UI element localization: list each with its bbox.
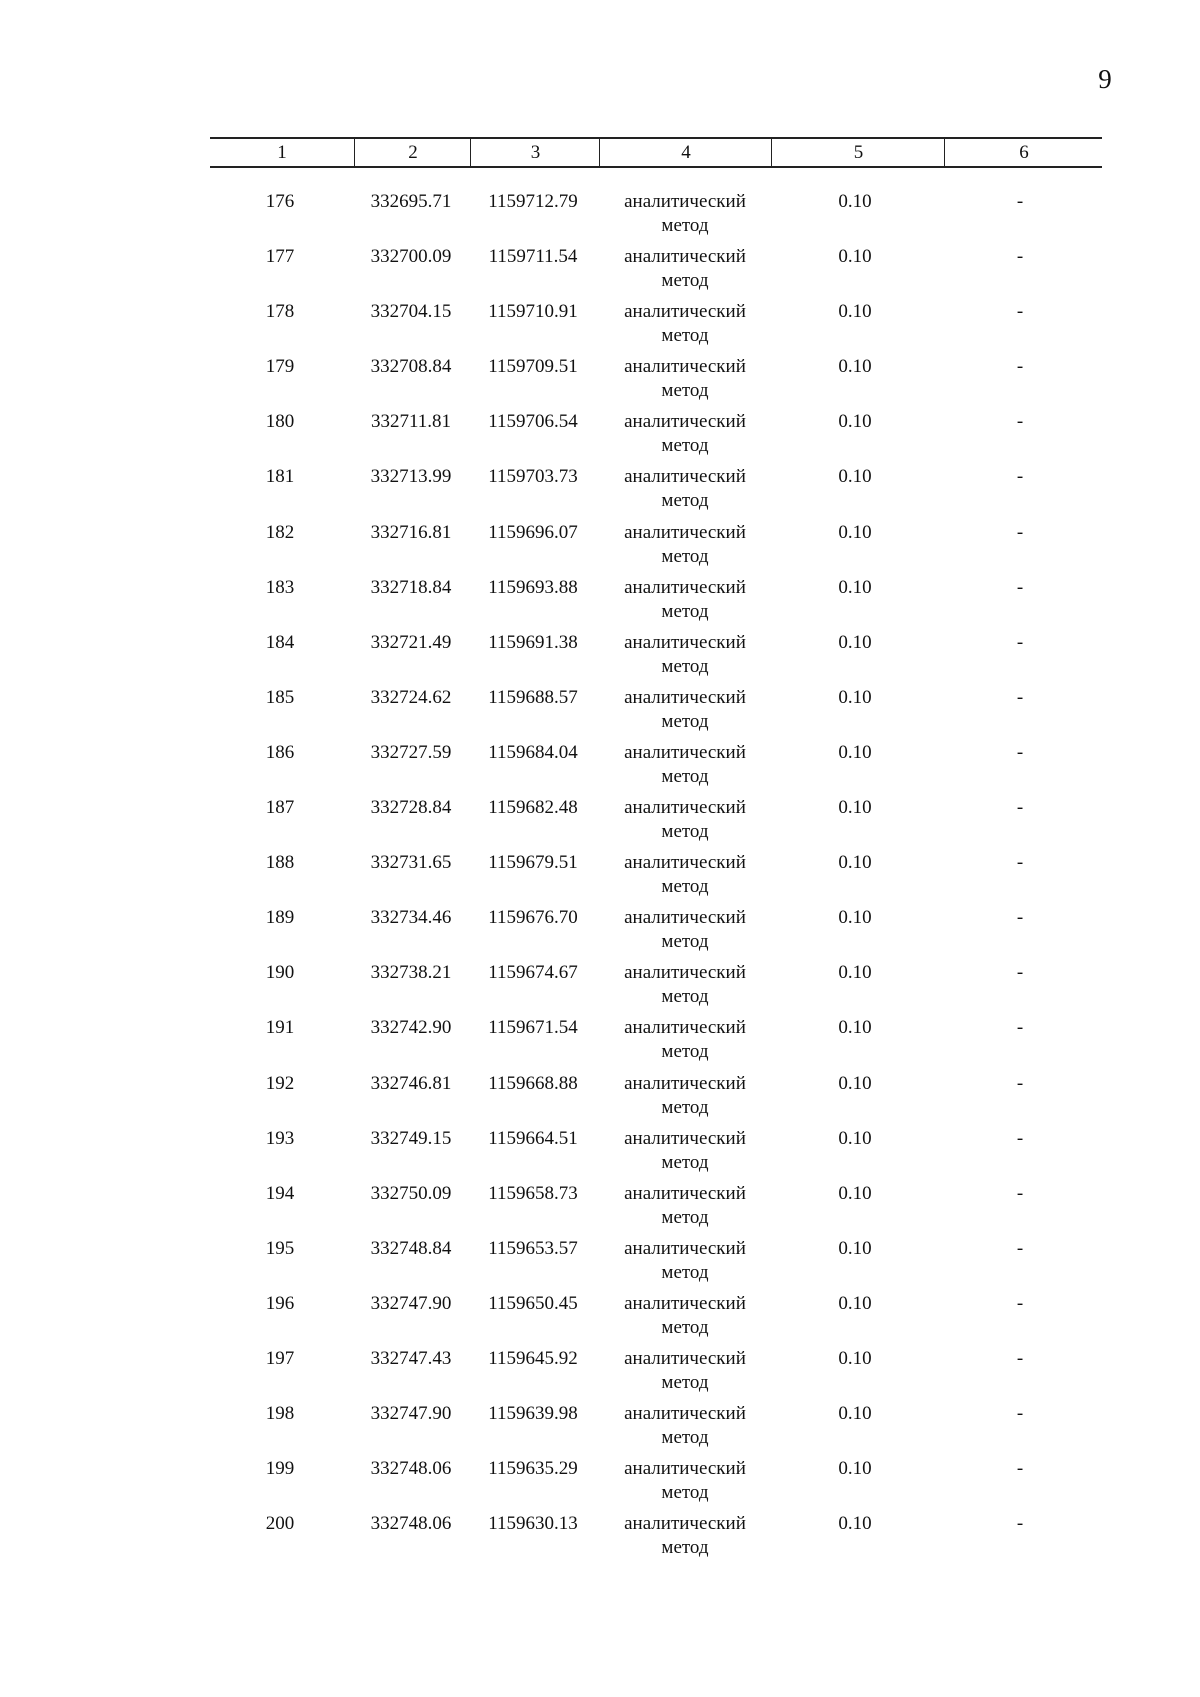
coordinate-y: 1159688.57 [488, 686, 578, 708]
method-line-2: метод [661, 380, 709, 402]
table-row [0, 1512, 1200, 1567]
method-line-2: метод [661, 270, 709, 292]
coordinate-x: 332711.81 [370, 411, 452, 433]
accuracy-value: 0.10 [838, 1292, 872, 1314]
method-line-1: аналитический [624, 907, 746, 929]
method-line-1: аналитический [624, 741, 746, 763]
point-number: 197 [265, 1347, 295, 1369]
point-number: 176 [265, 191, 295, 212]
coordinate-y: 1159653.57 [488, 1237, 578, 1259]
coordinate-x: 332749.15 [370, 1127, 452, 1149]
accuracy-value: 0.10 [838, 1072, 872, 1094]
coordinate-x: 332742.90 [370, 1017, 452, 1039]
point-number: 186 [265, 741, 295, 763]
table-row [0, 796, 1200, 851]
method-line-1: аналитический [624, 246, 746, 268]
method-line-1: аналитический [624, 1458, 746, 1480]
method-line-2: метод [661, 876, 709, 898]
point-number: 184 [265, 631, 295, 653]
notes-dash: - [1016, 741, 1024, 763]
method-line-1: аналитический [624, 962, 746, 984]
table-row [0, 686, 1200, 741]
point-number: 193 [265, 1127, 295, 1149]
table-column-header-row [210, 137, 1102, 168]
coordinate-y: 1159706.54 [488, 411, 578, 433]
coordinate-y: 1159658.73 [488, 1182, 578, 1204]
coordinate-y: 1159684.04 [488, 741, 578, 763]
coordinate-y: 1159711.54 [488, 246, 578, 268]
coordinate-y: 1159703.73 [488, 466, 578, 488]
method-line-2: метод [661, 1427, 709, 1449]
coordinate-x: 332734.46 [370, 907, 452, 929]
table-row [0, 245, 1200, 300]
coordinate-y: 1159645.92 [488, 1347, 578, 1369]
accuracy-value: 0.10 [838, 301, 872, 323]
point-number: 182 [265, 521, 295, 543]
method-line-2: метод [661, 765, 709, 787]
table-row [0, 906, 1200, 961]
method-line-1: аналитический [624, 301, 746, 323]
notes-dash: - [1016, 191, 1024, 212]
method-line-2: метод [661, 600, 709, 622]
notes-dash: - [1016, 576, 1024, 598]
point-number: 191 [265, 1017, 295, 1039]
notes-dash: - [1016, 907, 1024, 929]
notes-dash: - [1016, 1017, 1024, 1039]
notes-dash: - [1016, 466, 1024, 488]
method-line-1: аналитический [624, 1513, 746, 1535]
table-row [0, 190, 1200, 245]
table-row [0, 1292, 1200, 1347]
point-number: 195 [265, 1237, 295, 1259]
method-line-2: метод [661, 1371, 709, 1393]
coordinate-x: 332747.90 [370, 1292, 452, 1314]
page-number: 9 [1098, 64, 1112, 94]
accuracy-value: 0.10 [838, 466, 872, 488]
coordinate-x: 332704.15 [370, 301, 452, 323]
coordinate-y: 1159710.91 [488, 301, 578, 323]
coordinate-x: 332750.09 [370, 1182, 452, 1204]
method-line-1: аналитический [624, 1237, 746, 1259]
accuracy-value: 0.10 [838, 741, 872, 763]
point-number: 178 [265, 301, 295, 323]
coordinate-x: 332748.06 [370, 1458, 452, 1480]
accuracy-value: 0.10 [838, 1237, 872, 1259]
accuracy-value: 0.10 [838, 1347, 872, 1369]
accuracy-value: 0.10 [838, 1513, 872, 1535]
point-number: 183 [265, 576, 295, 598]
notes-dash: - [1016, 301, 1024, 323]
coordinate-x: 332695.71 [370, 191, 452, 212]
coordinate-y: 1159639.98 [488, 1403, 578, 1425]
notes-dash: - [1016, 1403, 1024, 1425]
table-row [0, 465, 1200, 520]
coordinate-y: 1159693.88 [488, 576, 578, 598]
coordinate-x: 332746.81 [370, 1072, 452, 1094]
method-line-2: метод [661, 1261, 709, 1283]
coordinate-y: 1159674.67 [488, 962, 578, 984]
table-row [0, 1016, 1200, 1071]
coordinate-x: 332713.99 [370, 466, 452, 488]
coordinate-y: 1159630.13 [488, 1513, 578, 1535]
notes-dash: - [1016, 962, 1024, 984]
notes-dash: - [1016, 521, 1024, 543]
accuracy-value: 0.10 [838, 1017, 872, 1039]
method-line-2: метод [661, 545, 709, 567]
notes-dash: - [1016, 411, 1024, 433]
method-line-2: метод [661, 710, 709, 732]
method-line-1: аналитический [624, 191, 746, 212]
coordinate-x: 332721.49 [370, 631, 452, 653]
coordinate-x: 332708.84 [370, 356, 452, 378]
accuracy-value: 0.10 [838, 631, 872, 653]
method-line-1: аналитический [624, 1127, 746, 1149]
point-number: 194 [265, 1182, 295, 1204]
notes-dash: - [1016, 686, 1024, 708]
point-number: 187 [265, 797, 295, 819]
method-line-1: аналитический [624, 686, 746, 708]
table-row [0, 410, 1200, 465]
accuracy-value: 0.10 [838, 191, 872, 212]
table-row [0, 576, 1200, 631]
method-line-2: метод [661, 821, 709, 843]
coordinate-x: 332716.81 [370, 521, 452, 543]
accuracy-value: 0.10 [838, 1403, 872, 1425]
method-line-2: метод [661, 1537, 709, 1559]
point-number: 179 [265, 356, 295, 378]
method-line-2: метод [661, 931, 709, 953]
point-number: 196 [265, 1292, 295, 1314]
column-header-6: 6 [944, 139, 1103, 166]
method-line-1: аналитический [624, 576, 746, 598]
column-header-2: 2 [354, 139, 471, 166]
notes-dash: - [1016, 852, 1024, 874]
method-line-2: метод [661, 1206, 709, 1228]
point-number: 177 [265, 246, 295, 268]
method-line-1: аналитический [624, 1403, 746, 1425]
coordinate-x: 332731.65 [370, 852, 452, 874]
accuracy-value: 0.10 [838, 1182, 872, 1204]
coordinate-x: 332748.06 [370, 1513, 452, 1535]
table-row [0, 1402, 1200, 1457]
accuracy-value: 0.10 [838, 1458, 872, 1480]
method-line-1: аналитический [624, 466, 746, 488]
accuracy-value: 0.10 [838, 411, 872, 433]
coordinate-y: 1159682.48 [488, 797, 578, 819]
accuracy-value: 0.10 [838, 246, 872, 268]
notes-dash: - [1016, 797, 1024, 819]
point-number: 192 [265, 1072, 295, 1094]
notes-dash: - [1016, 1292, 1024, 1314]
method-line-2: метод [661, 1316, 709, 1338]
notes-dash: - [1016, 1237, 1024, 1259]
table-row [0, 851, 1200, 906]
table-row [0, 1347, 1200, 1402]
method-line-2: метод [661, 325, 709, 347]
method-line-1: аналитический [624, 797, 746, 819]
method-line-2: метод [661, 655, 709, 677]
method-line-1: аналитический [624, 356, 746, 378]
table-row [0, 521, 1200, 576]
accuracy-value: 0.10 [838, 907, 872, 929]
table-row [0, 961, 1200, 1016]
table-row [0, 1072, 1200, 1127]
column-header-3: 3 [470, 139, 600, 166]
notes-dash: - [1016, 1513, 1024, 1535]
table-row [0, 741, 1200, 796]
notes-dash: - [1016, 1182, 1024, 1204]
notes-dash: - [1016, 1072, 1024, 1094]
coordinate-y: 1159696.07 [488, 521, 578, 543]
method-line-1: аналитический [624, 521, 746, 543]
notes-dash: - [1016, 1127, 1024, 1149]
method-line-2: метод [661, 490, 709, 512]
coordinate-y: 1159664.51 [488, 1127, 578, 1149]
table-row [0, 1237, 1200, 1292]
point-number: 198 [265, 1403, 295, 1425]
accuracy-value: 0.10 [838, 521, 872, 543]
method-line-1: аналитический [624, 1292, 746, 1314]
coordinate-x: 332747.43 [370, 1347, 452, 1369]
point-number: 199 [265, 1458, 295, 1480]
column-header-4: 4 [599, 139, 772, 166]
notes-dash: - [1016, 631, 1024, 653]
method-line-1: аналитический [624, 631, 746, 653]
accuracy-value: 0.10 [838, 797, 872, 819]
method-line-2: метод [661, 435, 709, 457]
point-number: 180 [265, 411, 295, 433]
coordinate-y: 1159712.79 [488, 191, 578, 212]
method-line-1: аналитический [624, 411, 746, 433]
coordinate-y: 1159668.88 [488, 1072, 578, 1094]
coordinate-y: 1159650.45 [488, 1292, 578, 1314]
coordinate-x: 332748.84 [370, 1237, 452, 1259]
accuracy-value: 0.10 [838, 852, 872, 874]
point-number: 190 [265, 962, 295, 984]
coordinate-x: 332724.62 [370, 686, 452, 708]
notes-dash: - [1016, 356, 1024, 378]
coordinate-y: 1159679.51 [488, 852, 578, 874]
coordinate-x: 332728.84 [370, 797, 452, 819]
point-number: 188 [265, 852, 295, 874]
accuracy-value: 0.10 [838, 356, 872, 378]
coordinate-y: 1159709.51 [488, 356, 578, 378]
coordinate-x: 332747.90 [370, 1403, 452, 1425]
coordinate-y: 1159671.54 [488, 1017, 578, 1039]
coordinate-y: 1159691.38 [488, 631, 578, 653]
table-row [0, 1182, 1200, 1237]
coordinate-x: 332738.21 [370, 962, 452, 984]
table-row [0, 1457, 1200, 1512]
coordinate-x: 332727.59 [370, 741, 452, 763]
method-line-2: метод [661, 215, 709, 236]
column-header-1: 1 [277, 142, 287, 163]
notes-dash: - [1016, 1458, 1024, 1480]
table-row [0, 355, 1200, 410]
table-row [0, 1127, 1200, 1182]
coordinate-table-body [0, 190, 1200, 1567]
point-number: 185 [265, 686, 295, 708]
method-line-1: аналитический [624, 1017, 746, 1039]
method-line-1: аналитический [624, 1182, 746, 1204]
method-line-2: метод [661, 1096, 709, 1118]
method-line-2: метод [661, 1041, 709, 1063]
accuracy-value: 0.10 [838, 962, 872, 984]
coordinate-y: 1159676.70 [488, 907, 578, 929]
point-number: 200 [265, 1513, 295, 1535]
point-number: 181 [265, 466, 295, 488]
point-number: 189 [265, 907, 295, 929]
method-line-2: метод [661, 1151, 709, 1173]
coordinate-y: 1159635.29 [488, 1458, 578, 1480]
accuracy-value: 0.10 [838, 576, 872, 598]
notes-dash: - [1016, 246, 1024, 268]
table-row [0, 631, 1200, 686]
coordinate-x: 332718.84 [370, 576, 452, 598]
column-header-5: 5 [771, 139, 945, 166]
table-row [0, 300, 1200, 355]
method-line-2: метод [661, 986, 709, 1008]
method-line-2: метод [661, 1482, 709, 1504]
notes-dash: - [1016, 1347, 1024, 1369]
accuracy-value: 0.10 [838, 686, 872, 708]
method-line-1: аналитический [624, 1072, 746, 1094]
method-line-1: аналитический [624, 852, 746, 874]
coordinate-x: 332700.09 [370, 246, 452, 268]
method-line-1: аналитический [624, 1347, 746, 1369]
accuracy-value: 0.10 [838, 1127, 872, 1149]
